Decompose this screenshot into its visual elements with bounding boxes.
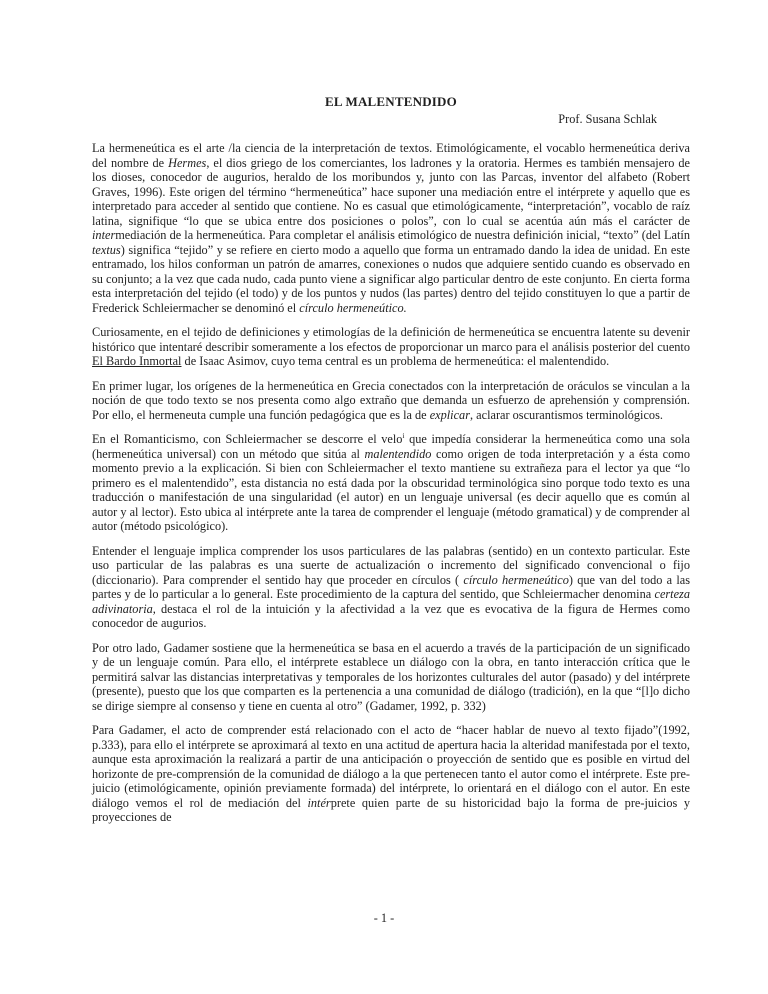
document-title: EL MALENTENDIDO	[325, 94, 457, 109]
paragraph-framework-asimov: Curiosamente, en el tejido de definiciones y etimologías de la definición de hermeneútica se encuentra latente su devenir histórico que intentaré describir someramente a los efectos de proporcionar un marco para el análisis posterior del cuento El Bardo Inmortal de Isaac Asimov, cuyo tema central es un problema de hermeneútica: el malentendido.	[92, 325, 690, 368]
paragraph-etymology: La hermeneútica es el arte /la ciencia de la interpretación de textos. Etimológicamente, el vocablo hermeneútica deriva del nombre de Hermes, el dios griego de los comerciantes, los ladrones y la oratoria. Hermes es también mensajero de los dioses, conocedor de augurios, heraldo de los moribundos y, junto con las Parcas, inventor del alfabeto (Robert Graves, 1996). Este origen del término “hermeneútica” hace suponer una mediación entre el intérprete y aquello que es interpretado para acceder al sentido que contiene. No es casual que etimológicamente, “interpretación”, vocablo de raíz latina, signifique “lo que se ubica entre dos posiciones o polos”, con lo cual se acentúa aún más el carácter de intermediación de la hermeneútica. Para completar el análisis etimológico de nuestra definición inicial, “texto” (del Latín textus) significa “tejido” y se refiere en cierto modo a aquello que forma un entramado dando la idea de unidad. En este entramado, los hilos conforman un patrón de amarres, conexiones o nudos que adquiere sentido cuando es observado en su conjunto; a la vez que cada nudo, cada punto viene a significar algo particular dentro de este conjunto. En cierta forma esta interpretación del tejido (el todo) y de los puntos y nudos (las partes) dentro del tejido constituyen lo que a partir de Frederick Schleiermacher se denominó el círculo hermeneútico.	[92, 141, 690, 315]
document-body	[92, 141, 690, 825]
paragraph-greek-origins: En primer lugar, los orígenes de la hermeneútica en Grecia conectados con la interpretación de oráculos se vinculan a la noción de que todo texto se nos presenta como algo extraño que demanda un esfuerzo de aprehensión y comprensión. Por ello, el hermeneuta cumple una función pedagógica que es la de explicar, aclarar oscurantismos terminológicos.	[92, 378, 690, 422]
page-number: - 1 -	[373, 911, 395, 925]
paragraph-language-understanding: Entender el lenguaje implica comprender los usos particulares de las palabras (sentido) en un contexto particular. Este uso particular de las palabras es una suerte de actualización o incremento del significado convencional o fijo (diccionario). Para comprender el sentido hay que proceder en círculos ( círculo hermeneútico) que van del todo a las partes y de lo particular a lo general. Este procedimiento de la captura del sentido, que Schleiermacher denomina certeza adivinatoria, destaca el rol de la intuición y la afectividad a la vez que es evocativa de la figura de Hermes como conocedor de augurios.	[92, 543, 690, 630]
author-byline: Prof. Susana Schlak	[558, 112, 657, 126]
paragraph-gadamer-comprehension: Para Gadamer, el acto de comprender está relacionado con el acto de “hacer hablar de nuevo al texto fijado”(1992, p.333), para ello el intérprete se aproximará al texto en una actitud de apertura hacia la alteridad manifestada por el texto, aunque esta aproximación la realizará a partir de una anticipación o proyección de sentido que es posible en virtud del horizonte de pre-comprensión de la comunidad de diálogo a la que pertenecen tanto el autor como el intérprete. Este pre-juicio (etimológicamente, opinión previamente formada) del intérprete, lo orientará en el diálogo con el autor. En este diálogo vemos el rol de mediación del intérprete quien parte de su historicidad bajo la forma de pre-juicios y proyecciones de	[92, 723, 690, 824]
paragraph-romanticism-schleiermacher: En el Romanticismo, con Schleiermacher se descorre el velo$^i$ que impedía considerar la hermeneútica como una sola (hermeneútica universal) con un método que sitúa al malentendido como origen de toda interpretación y a ésta como momento previo a la explicación. Si bien con Schleiermacher el texto mantiene su extrañeza para el lector ya que “lo primero es el malentendido”, esta distancia no está dada por la obscuridad terminológica sino porque todo texto es una traducción o manifestación de una singularidad (el autor) en un lenguaje universal (es decir aquello que es común al autor y al lector). Esto ubica al intérprete ante la tarea de comprender el lenguaje (método gramatical) y de comprender al autor (método psicológico).	[92, 430, 690, 533]
paragraph-gadamer-agreement: Por otro lado, Gadamer sostiene que la hermeneútica se basa en el acuerdo a través de la participación de un significado y de un lenguaje común. Para ello, el intérprete establece un diálogo con la obra, en tanto interacción crítica que le permitirá salvar las distancias interpretativas y temporales de los horizontes culturales del autor (pasado) y del intérprete (presente), puesto que los que comparten es la pertenencia a una comunidad de diálogo (tradición), en la que “[l]o dicho se dirige siempre al consenso y tiene en cuenta al otro” (Gadamer, 1992, p. 332)	[92, 640, 690, 713]
